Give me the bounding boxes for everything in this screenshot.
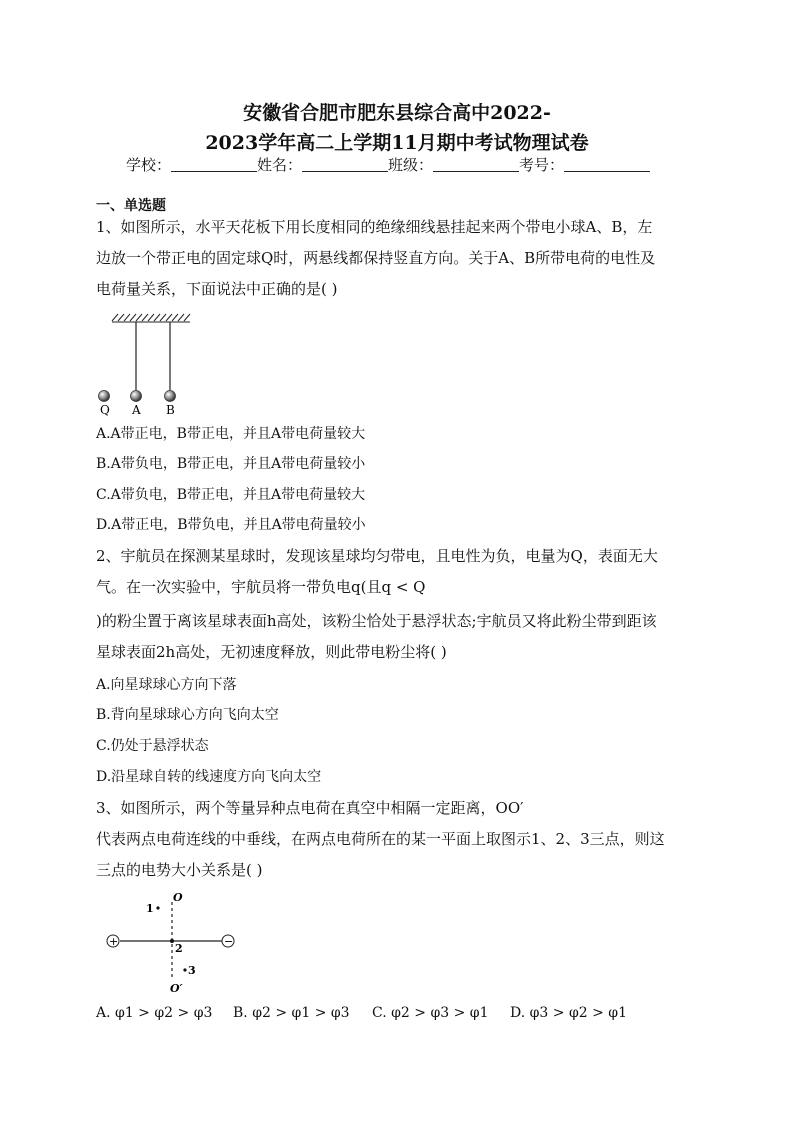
- q1-text-line-1: 1、如图所示，水平天花板下用长度相同的绝缘细线悬挂起来两个带电小球A、B，左: [96, 218, 653, 236]
- q2-text-line-2: 气。在一次实验中，宇航员将一带负电q(且q < Q: [96, 578, 426, 596]
- label-o-prime: O′: [170, 982, 183, 995]
- q3-option-d[interactable]: D. φ3 > φ2 > φ1: [510, 1005, 628, 1021]
- school-label: 学校：: [126, 156, 172, 174]
- q3-option-a[interactable]: A. φ1 > φ2 > φ3: [96, 1005, 213, 1021]
- title-line-1: 安徽省合肥市肥东县综合高中2022-: [243, 102, 551, 124]
- school-blank[interactable]: [171, 157, 257, 172]
- plus-sign: +: [109, 935, 119, 948]
- ball-q: [99, 391, 110, 402]
- ceiling-hatch: [112, 314, 190, 322]
- label-b: B: [166, 403, 175, 416]
- q1-option-b[interactable]: B.A带负电，B带正电，并且A带电荷量较小: [96, 456, 366, 472]
- q3-text-line-2: 代表两点电荷连线的中垂线，在两点电荷所在的某一平面上取图示1、2、3三点，则这: [96, 830, 665, 848]
- section-heading: 一、单选题: [96, 198, 166, 214]
- label-o: O: [173, 891, 183, 904]
- q3-text-line-3: 三点的电势大小关系是( ): [96, 861, 263, 879]
- ball-a: [131, 391, 142, 402]
- q1-option-d[interactable]: D.A带正电，B带负电，并且A带电荷量较小: [96, 517, 366, 533]
- class-label: 班级：: [388, 156, 434, 174]
- label-2: 2: [175, 942, 183, 955]
- exam-number-label: 考号：: [519, 156, 565, 174]
- q3-option-b[interactable]: B. φ2 > φ1 > φ3: [233, 1005, 350, 1021]
- student-info-row: [126, 154, 650, 175]
- exam-number-blank[interactable]: [564, 157, 650, 172]
- q1-text-line-3: 电荷量关系，下面说法中正确的是( ): [96, 280, 338, 298]
- point-2-dot: [170, 939, 174, 943]
- q2-option-d[interactable]: D.沿星球自转的线速度方向飞向太空: [96, 769, 322, 785]
- ball-b: [165, 391, 176, 402]
- q1-option-a[interactable]: A.A带正电，B带正电，并且A带电荷量较大: [96, 426, 366, 442]
- label-q: Q: [100, 403, 110, 416]
- point-1-dot: [156, 906, 159, 909]
- q1-text-line-2: 边放一个带正电的固定球Q时，两悬线都保持竖直方向。关于A、B所带电荷的电性及: [96, 249, 656, 267]
- name-label: 姓名：: [257, 156, 303, 174]
- q3-option-c[interactable]: C. φ2 > φ3 > φ1: [372, 1005, 489, 1021]
- label-3: 3: [188, 964, 196, 977]
- q1-option-c[interactable]: C.A带负电，B带正电，并且A带电荷量较大: [96, 487, 366, 503]
- q3-figure: [100, 888, 245, 996]
- q3-text-line-1: 3、如图所示，两个等量异种点电荷在真空中相隔一定距离，OO′: [96, 799, 524, 817]
- label-1: 1: [146, 902, 154, 915]
- q2-option-c[interactable]: C.仍处于悬浮状态: [96, 738, 209, 754]
- minus-sign: −: [224, 935, 234, 948]
- q2-option-b[interactable]: B.背向星球球心方向飞向太空: [96, 707, 279, 723]
- class-blank[interactable]: [433, 157, 519, 172]
- q1-figure: [94, 310, 204, 416]
- q2-text-line-4: 星球表面2h高处，无初速度释放，则此带电粉尘将( ): [96, 643, 447, 661]
- title-line-2: 2023学年高二上学期11月期中考试物理试卷: [205, 132, 589, 154]
- point-3-dot: [183, 968, 186, 971]
- q2-text-line-1: 2、宇航员在探测某星球时，发现该星球均匀带电，且电性为负，电量为Q，表面无大: [96, 547, 658, 565]
- q2-text-line-3: )的粉尘置于离该星球表面h高处，该粉尘恰处于悬浮状态;宇航员又将此粉尘带到距该: [96, 612, 657, 630]
- name-blank[interactable]: [302, 157, 388, 172]
- label-a: A: [132, 403, 141, 416]
- q2-option-a[interactable]: A.向星球球心方向下落: [96, 677, 237, 693]
